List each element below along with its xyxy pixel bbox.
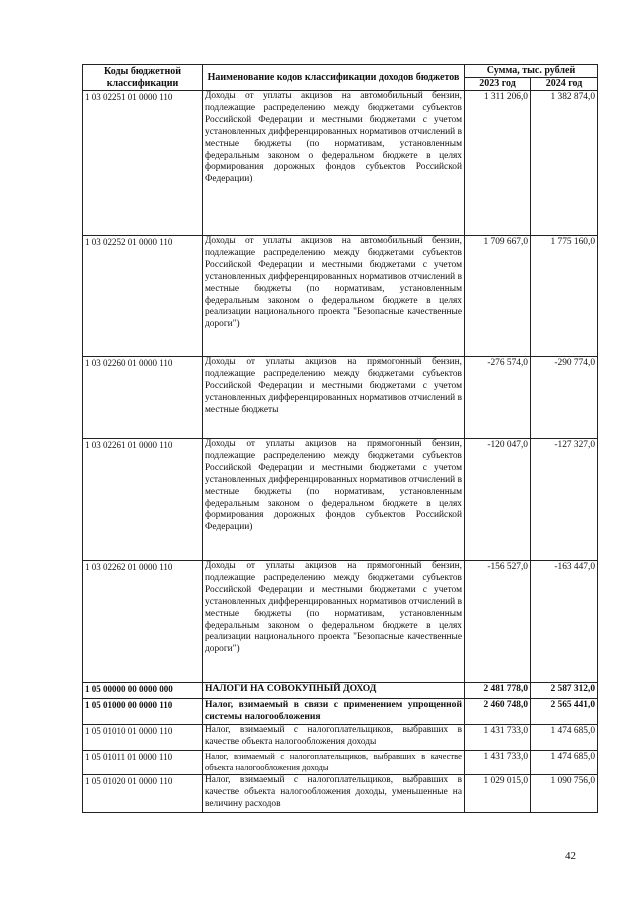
row-code: 1 03 02260 01 0000 110 xyxy=(83,357,203,439)
row-code: 1 03 02252 01 0000 110 xyxy=(83,236,203,357)
row-name: Налог, взимаемый в связи с применением упрощенной системы налогообложения xyxy=(203,699,465,725)
row-name: Доходы от уплаты акцизов на прямогонный бензин, подлежащие распределению между бюджетами субъектов Российской Федерации и местными бюджетами с учетом установленных дифференцированных нормативов отчислений в местные бюджеты (по нормативам, установленным федеральным законом о федеральном бюджете в целях реализации национального проекта "Безопасные качественные дороги") xyxy=(203,561,465,683)
table-row xyxy=(83,561,598,683)
row-value-2023: -120 047,0 xyxy=(465,439,531,561)
row-value-2023: 1 029 015,0 xyxy=(465,775,531,813)
table-row xyxy=(83,751,598,775)
row-value-2024: 2 587 312,0 xyxy=(531,683,598,699)
row-code: 1 05 01020 01 0000 110 xyxy=(83,775,203,813)
header-year-2023: 2023 год xyxy=(465,78,531,91)
row-value-2023: 2 460 748,0 xyxy=(465,699,531,725)
row-name: Налог, взимаемый с налогоплательщиков, выбравших в качестве объекта налогообложения доходы, уменьшенные на величину расходов xyxy=(203,775,465,813)
table-row xyxy=(83,439,598,561)
table-row xyxy=(83,775,598,813)
row-value-2024: 1 474 685,0 xyxy=(531,751,598,775)
row-name: Налог, взимаемый с налогоплательщиков, выбравших в качестве объекта налогообложения доходы xyxy=(203,751,465,775)
row-value-2024: 1 382 874,0 xyxy=(531,91,598,236)
row-value-2023: -156 527,0 xyxy=(465,561,531,683)
row-name: НАЛОГИ НА СОВОКУПНЫЙ ДОХОД xyxy=(203,683,465,699)
row-value-2023: 1 431 733,0 xyxy=(465,725,531,751)
row-code: 1 03 02251 01 0000 110 xyxy=(83,91,203,236)
row-value-2023: 1 311 206,0 xyxy=(465,91,531,236)
row-value-2024: 1 775 160,0 xyxy=(531,236,598,357)
row-name: Доходы от уплаты акцизов на прямогонный бензин, подлежащие распределению между бюджетами субъектов Российской Федерации и местными бюджетами с учетом установленных дифференцированных нормативов отчислений в местные бюджеты (по нормативам, установленным федеральным законом о федеральном бюджете в целях формирования дорожных фондов субъектов Российской Федерации) xyxy=(203,439,465,561)
row-code: 1 03 02261 01 0000 110 xyxy=(83,439,203,561)
table-row xyxy=(83,91,598,236)
row-value-2023: 2 481 778,0 xyxy=(465,683,531,699)
header-name: Наименование кодов классификации доходов бюджетов xyxy=(203,65,465,91)
row-code: 1 03 02262 01 0000 110 xyxy=(83,561,203,683)
header-row-1 xyxy=(83,65,598,78)
revenue-table xyxy=(82,64,598,813)
row-name: Доходы от уплаты акцизов на автомобильный бензин, подлежащие распределению между бюджетами субъектов Российской Федерации и местными бюджетами с учетом установленных дифференцированных нормативов отчислений в местные бюджеты (по нормативам, установленным федеральным законом о федеральном бюджете в целях формирования дорожных фондов субъектов Российской Федерации) xyxy=(203,91,465,236)
row-value-2023: -276 574,0 xyxy=(465,357,531,439)
row-name: Налог, взимаемый с налогоплательщиков, выбравших в качестве объекта налогообложения доходы xyxy=(203,725,465,751)
header-sum: Сумма, тыс. рублей xyxy=(465,65,598,78)
table-row xyxy=(83,357,598,439)
table-row xyxy=(83,683,598,699)
row-code: 1 05 01010 01 0000 110 xyxy=(83,725,203,751)
row-value-2024: -163 447,0 xyxy=(531,561,598,683)
row-value-2023: 1 431 733,0 xyxy=(465,751,531,775)
header-codes: Коды бюджетной классификации xyxy=(83,65,203,91)
row-code: 1 05 01000 00 0000 110 xyxy=(83,699,203,725)
row-code: 1 05 00000 00 0000 000 xyxy=(83,683,203,699)
row-value-2024: 1 474 685,0 xyxy=(531,725,598,751)
table-row xyxy=(83,699,598,725)
page-number: 42 xyxy=(565,850,576,862)
table-row xyxy=(83,725,598,751)
header-year-2024: 2024 год xyxy=(531,78,598,91)
row-value-2024: -290 774,0 xyxy=(531,357,598,439)
row-code: 1 05 01011 01 0000 110 xyxy=(83,751,203,775)
row-value-2024: 1 090 756,0 xyxy=(531,775,598,813)
row-name: Доходы от уплаты акцизов на автомобильный бензин, подлежащие распределению между бюджетами субъектов Российской Федерации и местными бюджетами с учетом установленных дифференцированных нормативов отчислений в местные бюджеты (по нормативам, установленным федеральным законом о федеральном бюджете в целях реализации национального проекта "Безопасные качественные дороги") xyxy=(203,236,465,357)
row-value-2024: 2 565 441,0 xyxy=(531,699,598,725)
row-name: Доходы от уплаты акцизов на прямогонный бензин, подлежащие распределению между бюджетами субъектов Российской Федерации и местными бюджетами с учетом установленных дифференцированных нормативов отчислений в местные бюджеты xyxy=(203,357,465,439)
budget-sheet xyxy=(82,64,597,813)
table-row xyxy=(83,236,598,357)
row-value-2024: -127 327,0 xyxy=(531,439,598,561)
row-value-2023: 1 709 667,0 xyxy=(465,236,531,357)
